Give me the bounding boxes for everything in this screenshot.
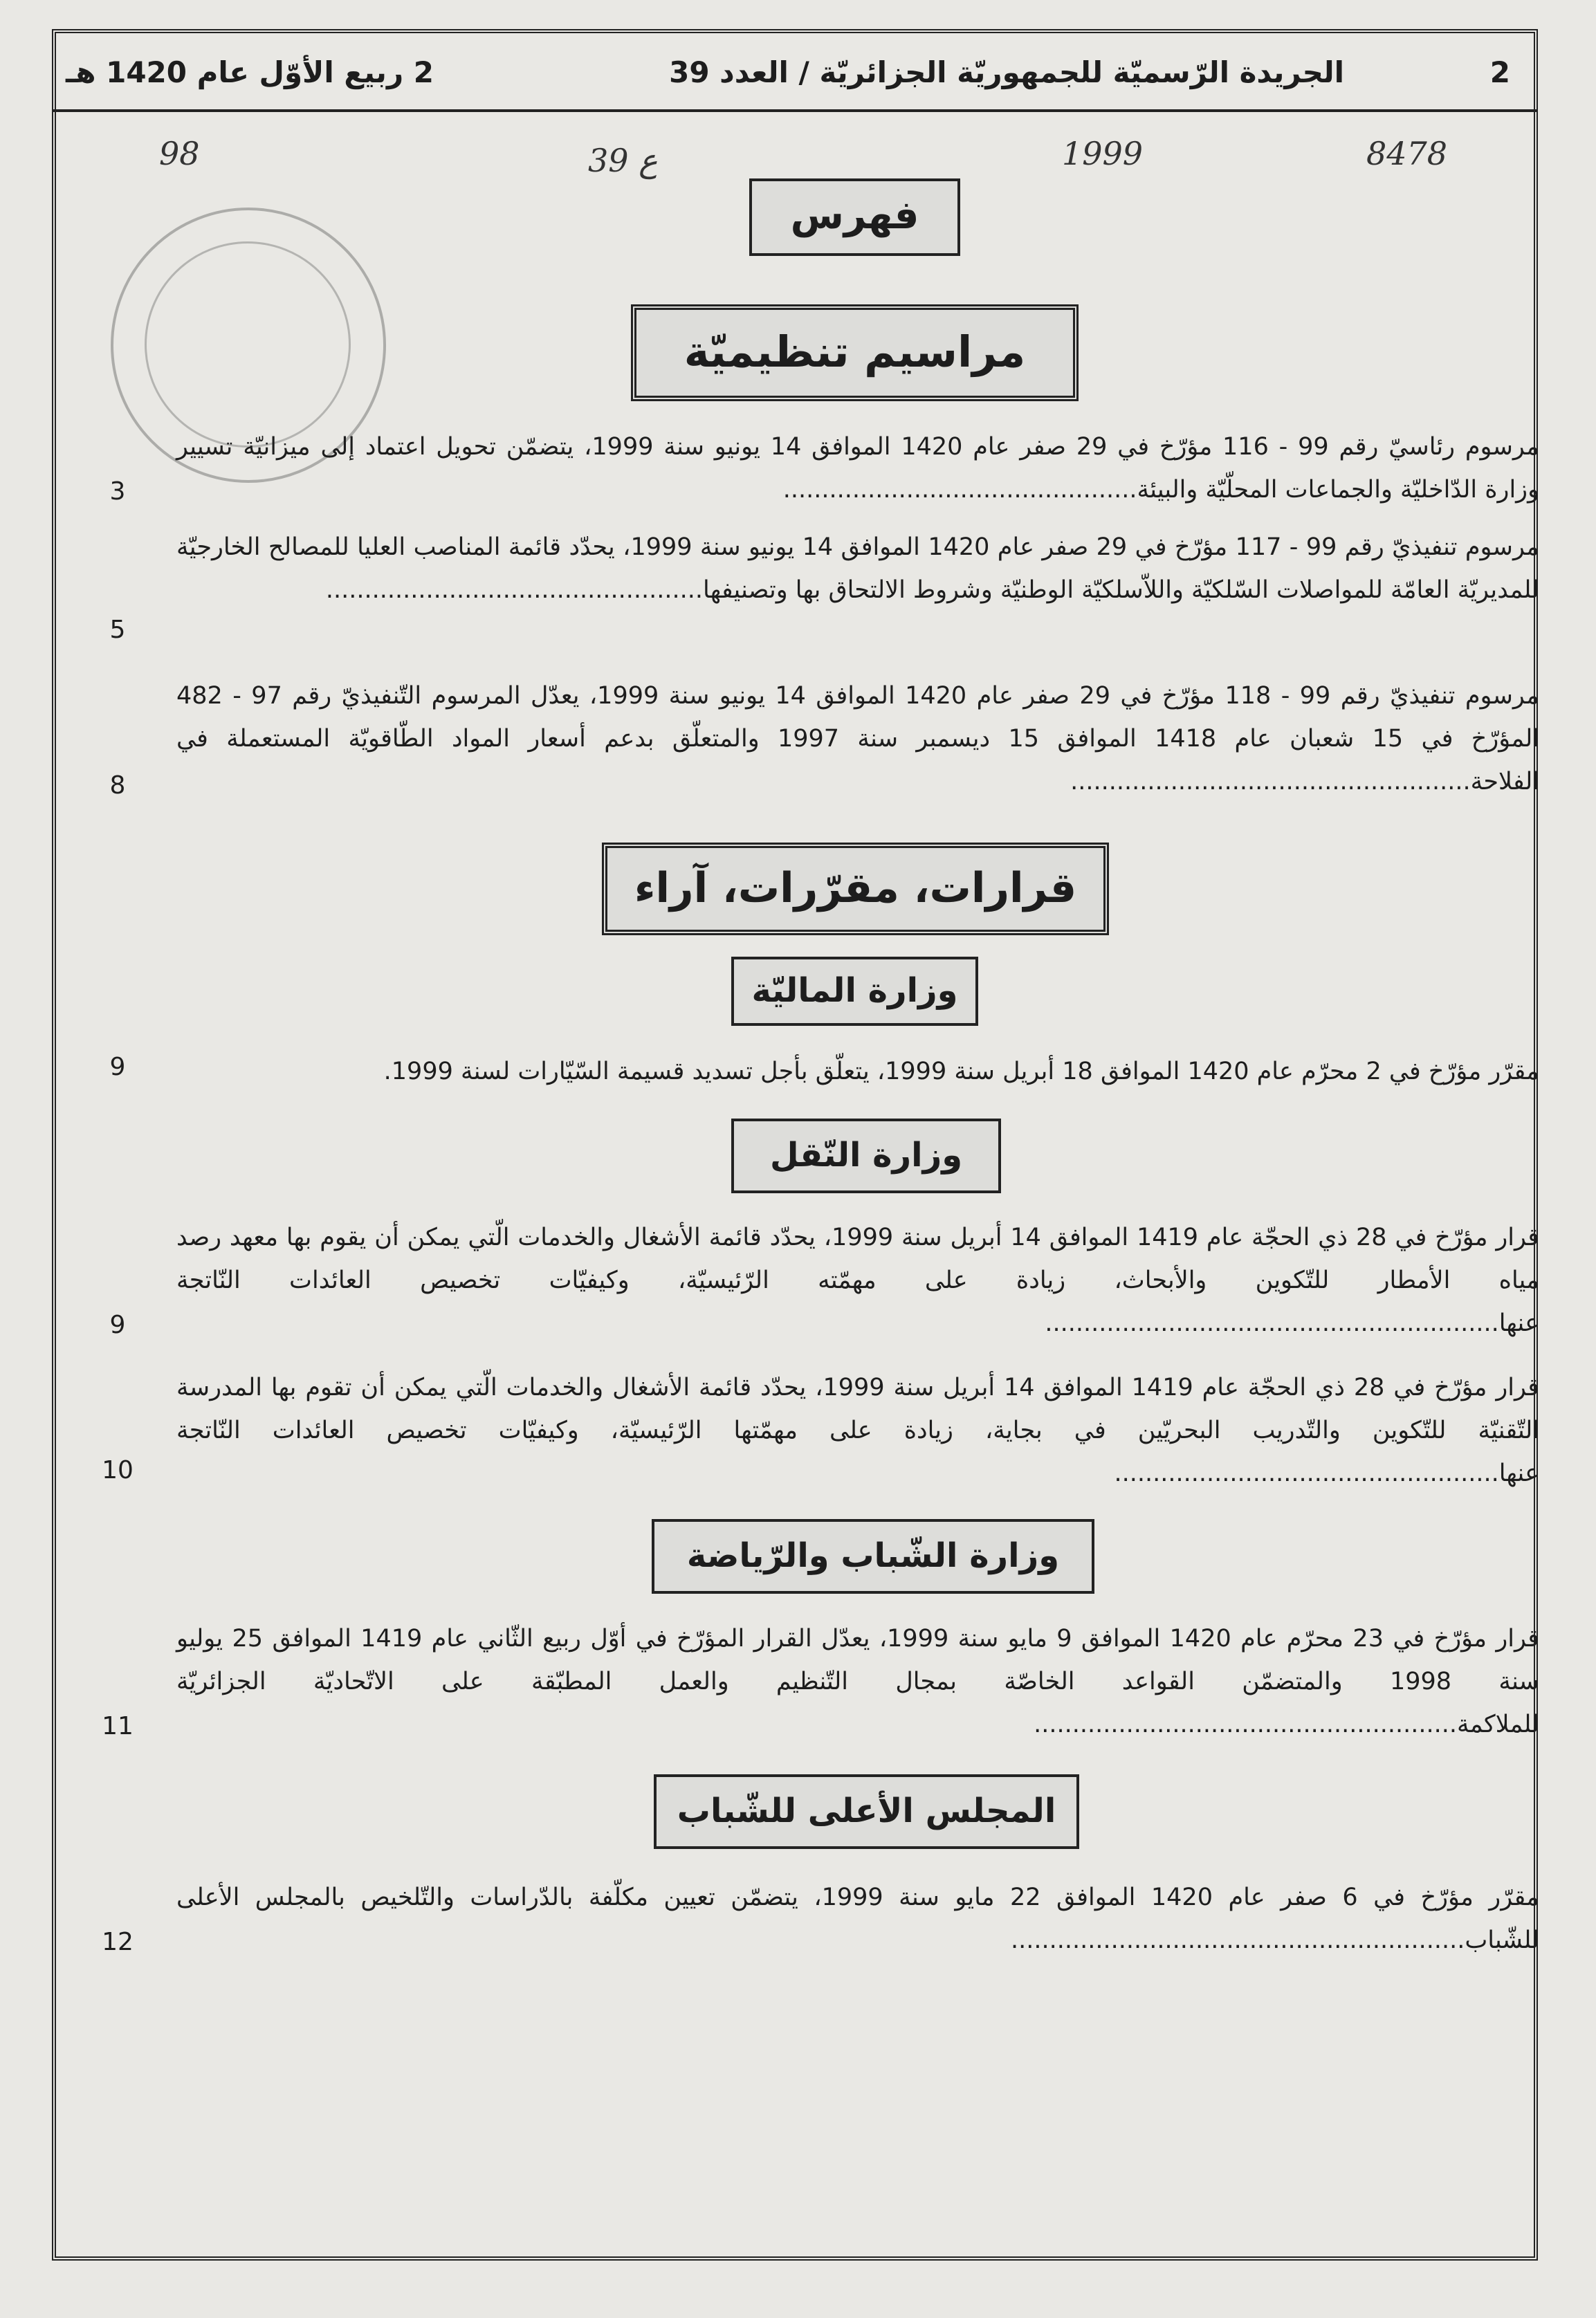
section-heading-youth-council: المجلس الأعلى للشّباب	[654, 1774, 1079, 1849]
header-date: 2 ربيع الأوّل عام 1420 هـ	[66, 55, 434, 89]
section-heading-decisions: قرارات، مقرّرات، آراء	[602, 843, 1109, 935]
handwritten-mark: 98	[159, 135, 200, 172]
list-item	[176, 425, 1539, 511]
entry-text: مقرّر مؤرّخ في 2 محرّم عام 1420 الموافق 18 أبريل سنة 1999، يتعلّق بأجل تسديد قسيمة السّيّارات لسنة 1999.	[383, 1058, 1539, 1085]
entry-text: قرار مؤرّخ في 28 ذي الحجّة عام 1419 الموافق 14 أبريل سنة 1999، يحدّد قائمة الأشغال والخدمات الّتي يمكن أن تقوم بها المدرسة التّقنيّة للتّكوين والتّدريب البحريّين في بجاية، زيادة على مهمّتها الرّئيسيّة، وكيفيّات تخصيص العائدات النّاتجة عنها..................................................	[176, 1374, 1539, 1487]
entry-page-number: 8	[109, 771, 126, 800]
page-header	[52, 43, 1538, 112]
entry-text: مقرّر مؤرّخ في 6 صفر عام 1420 الموافق 22 مايو سنة 1999، يتضمّن تعيين مكلّفة بالدّراسات والتّلخيص بالمجلس الأعلى للشّباب...........................................................	[176, 1884, 1539, 1954]
entry-text: مرسوم رئاسيّ رقم 99 - 116 مؤرّخ في 29 صفر عام 1420 الموافق 14 يونيو سنة 1999، يتضمّن تحويل اعتماد إلى ميزانيّة تسيير وزارة الدّاخليّة والجماعات المحلّيّة والبيئة..............................................	[176, 433, 1539, 504]
entry-text: مرسوم تنفيذيّ رقم 99 - 117 مؤرّخ في 29 صفر عام 1420 الموافق 14 يونيو سنة 1999، يحدّد قائمة المناصب العليا للمصالح الخارجيّة للمديريّة العامّة للمواصلات السّلكيّة واللاّسلكيّة الوطنيّة وشروط الالتحاق بها وتصنيفها.................................................	[176, 533, 1540, 604]
entry-page-number: 3	[109, 477, 126, 506]
entry-text: قرار مؤرّخ في 28 ذي الحجّة عام 1419 الموافق 14 أبريل سنة 1999، يحدّد قائمة الأشغال والخدمات الّتي يمكن أن يقوم بها معهد رصد مياه الأمطار للتّكوين والأبحاث، زيادة على مهمّته الرّئيسيّة، وكيفيّات تخصيص العائدات النّاتجة عنها...........................................................	[176, 1224, 1539, 1337]
list-item	[176, 1216, 1539, 1345]
list-item	[176, 1876, 1539, 1962]
section-heading-transport-ministry: وزارة النّقل	[731, 1119, 1001, 1193]
section-heading-finance-ministry: وزارة الماليّة	[731, 957, 978, 1026]
entry-text: قرار مؤرّخ في 23 محرّم عام 1420 الموافق 9 مايو سنة 1999، يعدّل القرار المؤرّخ في أوّل ربيع الثّاني عام 1419 الموافق 25 يوليو سنة 1998 والمتضمّن القواعد الخاصّة بمجال التّنظيم والعمل المطبّقة على الاتّحاديّة الجزائريّة للملاكمة.......................................................	[176, 1625, 1539, 1738]
entry-page-number: 9	[109, 1311, 126, 1339]
handwritten-year: 1999	[1062, 135, 1144, 172]
index-title: فهرس	[749, 178, 960, 256]
list-item	[176, 1366, 1539, 1495]
entry-page-number: 10	[102, 1456, 134, 1484]
list-item	[176, 1617, 1539, 1746]
entry-page-number: 11	[102, 1712, 134, 1740]
list-item	[176, 674, 1539, 803]
handwritten-issue: ع 39	[588, 142, 658, 179]
handwritten-number: 8478	[1366, 135, 1448, 172]
entry-page-number: 12	[102, 1928, 134, 1956]
entry-page-number: 9	[109, 1053, 126, 1081]
entry-text: مرسوم تنفيذيّ رقم 99 - 118 مؤرّخ في 29 صفر عام 1420 الموافق 14 يونيو سنة 1999، يعدّل المرسوم التّنفيذيّ رقم 97 - 482 المؤرّخ في 15 شعبان عام 1418 الموافق 15 ديسمبر سنة 1997 والمتعلّق بدعم أسعار المواد الطّاقويّة المستعملة في الفلاحة....................................................	[176, 682, 1539, 795]
section-heading-youth-sports-ministry: وزارة الشّباب والرّياضة	[652, 1519, 1094, 1594]
header-page-number: 2	[1489, 55, 1510, 89]
header-journal-title: الجريدة الرّسميّة للجمهوريّة الجزائريّة / العدد 39	[669, 55, 1344, 89]
list-item	[176, 1050, 1539, 1093]
list-item	[176, 526, 1539, 611]
section-heading-regulatory-decrees: مراسيم تنظيميّة	[631, 304, 1079, 401]
entry-page-number: 5	[109, 616, 126, 644]
